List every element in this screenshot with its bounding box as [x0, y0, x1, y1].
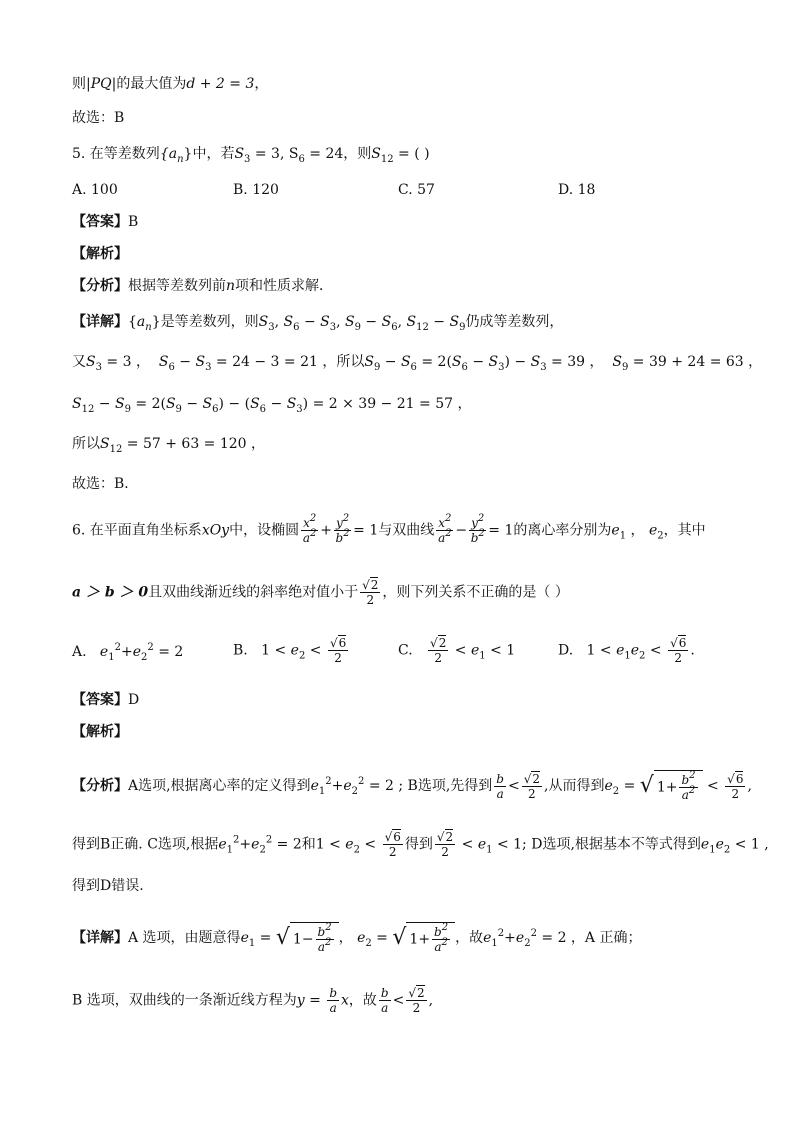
text: ，故: [455, 930, 484, 946]
answer-value: D: [128, 692, 140, 708]
xiangjie-6-line1: 【详解】A 选项，由题意得$e_1$ = √ 1− $\frac{b^2}{a^2}$ ， $e_2$ = √ 1+ $\frac{b^2}{a^2}$ ，故$e_1^2+e_2^2 = 2$ ，A 正确；: [72, 922, 642, 954]
xiangjie-6-line2: B 选项，双曲线的一条渐近线方程为y = $\frac{b}{a}$ x，故 $\frac{b}{a}$ < $\frac{√2}{2}$ ,: [72, 986, 434, 1015]
text: = 24: [304, 146, 344, 162]
text: 5. 在等差数列: [72, 146, 160, 162]
text: ; D选项,根据基本不等式得到: [522, 836, 701, 853]
text: = 1与双曲线: [353, 522, 435, 539]
line-choice: 故选：B: [72, 110, 125, 126]
answer-6: [72, 690, 139, 710]
text: 中，设椭圆: [229, 522, 300, 539]
q6-option-c: C. $\frac{√2}{2}$ < $e_1 < 1$: [398, 636, 516, 665]
q6-option-d: D. $1 < e_1e_2$ < $\frac{√6}{2}$ .: [558, 636, 695, 665]
xiangjie-5-line1: 【详解】$\{a_n\}$是等差数列，则$S_3$, $S_6 - S_3$, $S_9 - S_6$, $S_{12} - S_9$仍成等差数列，: [72, 314, 564, 333]
fenxi-6-line1: 【分析】A选项,根据离心率的定义得到$e_1^2+e_2^2 = 2$ ; B选项,先得到 $\frac{b}{a}$ < $\frac{√2}{2}$ ,从而得到$e_2$ = √ 1+ $\frac{b^2}{a^2}$ < $\frac{√6}{2}$ ,: [72, 770, 752, 802]
text: }中，若: [183, 146, 235, 162]
q5-option-a: A. 100: [72, 182, 118, 198]
xiangjie-5-line2: 又$S_3 = 3$ ， $S_6 - S_3 = 24 - 3 = 21$ ，所以$S_9 - S_6 = 2(S_6 - S_3) - S_3 = 39$ ， $S_9 = 39 + 24 = 63$ ，: [72, 354, 763, 373]
text: ，: [254, 76, 269, 92]
text: ，: [338, 930, 353, 946]
xiangjie-5-line4: 所以$S_{12} = 57 + 63 = 120$ ，: [72, 436, 266, 455]
fenxi-6-line3: 得到D错误.: [72, 878, 144, 894]
text: = 3 ，: [106, 354, 150, 370]
text: 项和性质求解．: [235, 278, 334, 294]
analysis-label-6: 【解析】: [72, 724, 128, 740]
question-5: 5. 在等差数列$\{a_n\}$中，若$S_3 = 3$, $S_6 = 24$，则$S_{12}$ = ( ): [72, 146, 430, 165]
answer-value: B: [128, 214, 139, 230]
text: 所以: [72, 436, 100, 452]
text: 得到: [404, 836, 433, 853]
fenxi-label: 【分析】: [72, 778, 128, 794]
text: = 57 + 63 = 120 ，: [126, 436, 266, 452]
q6-option-b: B. $1 < e_2$ < $\frac{√6}{2}$: [233, 636, 347, 665]
text: 是等差数列，则: [160, 314, 259, 330]
q5-option-b: B. 120: [233, 182, 279, 198]
text: ，故: [348, 992, 377, 1009]
text: 根据等差数列前: [128, 278, 226, 294]
fenxi-6-line2: 得到B正确. C选项,根据$e_1^2+e_2^2 = 2$和$1 < e_2$ < $\frac{√6}{2}$ 得到 $\frac{√2}{2}$ < $e_1 < 1$; D选项,根据基本不等式得到$e_1e_2 < 1$ ,: [72, 830, 769, 859]
text: = ( ): [393, 146, 430, 162]
text: A 选项，由题意得: [128, 930, 241, 946]
text: ,从而得到: [544, 778, 605, 794]
math: d + 2 = 3: [186, 76, 255, 92]
math: {a: [159, 146, 178, 162]
text: = 1的离心率分别为: [488, 522, 612, 539]
text: = 2 × 39 − 21 = 57 ，: [312, 396, 472, 412]
answer-5: [72, 212, 138, 232]
text: = 39 ，: [551, 354, 604, 370]
text: 的最大值为: [116, 76, 187, 92]
q6-option-a: A. $e_1^2+e_2^2 = 2$: [72, 642, 184, 663]
option-label: C.: [398, 642, 413, 659]
xiangjie-5-line3: $S_{12} - S_9 = 2(S_9 - S_6) - (S_6 - S_3) = 2 \times 39 - 21 = 57$ ，: [72, 396, 472, 415]
answer-label: 【答案】: [72, 214, 128, 230]
text: = 3, S: [250, 146, 299, 162]
xiangjie-label: 【详解】: [72, 930, 128, 946]
math-pq: |PQ|: [86, 76, 117, 92]
text: B 选项，双曲线的一条渐近线方程为: [72, 992, 297, 1009]
fenxi-label: 【分析】: [72, 278, 128, 294]
option-label: B.: [233, 642, 248, 659]
math: a ＞ b ＞ 0: [72, 584, 149, 601]
q5-option-d: D. 18: [558, 182, 596, 198]
math: n: [226, 278, 236, 294]
text: 则: [72, 76, 86, 92]
option-label: A.: [72, 644, 87, 660]
q5-option-c: C. 57: [398, 182, 435, 198]
text: ，其中: [663, 522, 706, 539]
choice-5: 故选：B．: [72, 476, 139, 492]
text: 6. 在平面直角坐标系: [72, 522, 202, 539]
analysis-label: 【解析】: [72, 246, 128, 262]
question-6-line2: a ＞ b ＞ 0且双曲线渐近线的斜率绝对值小于 $\frac{√2}{2}$ ，则下列关系不正确的是（ ）: [72, 578, 569, 607]
text: ，则: [343, 146, 372, 162]
question-6-line1: 6. 在平面直角坐标系xOy中，设椭圆 $\frac{x^2}{a^2}$ + $\frac{y^2}{b^2}$ = 1与双曲线 $\frac{x^2}{a^2}$ − $\frac{y^2}{b^2}$ = 1的离心率分别为$e_1$ ， $e_2$，其中: [72, 513, 706, 545]
line-max-value: [72, 74, 268, 94]
text: = 24 − 3 = 21 ，所以: [215, 354, 365, 370]
text: A选项,根据离心率的定义得到: [128, 778, 311, 794]
text: ，则下列关系不正确的是（ ）: [382, 584, 569, 601]
text: 又: [72, 354, 86, 370]
answer-label: 【答案】: [72, 692, 128, 708]
text: 得到B正确. C选项,根据: [72, 836, 219, 853]
text: = 2 ; B选项,先得到: [368, 778, 493, 794]
text: < 1 ,: [734, 836, 769, 853]
option-label: D.: [558, 642, 574, 659]
text: 且双曲线渐近线的斜率绝对值小于: [148, 584, 359, 601]
text: = 2 ，A 正确；: [541, 930, 642, 946]
math: xOy: [201, 522, 230, 539]
fenxi-5: [72, 276, 333, 296]
xiangjie-label: 【详解】: [72, 314, 128, 330]
text: = 39 + 24 = 63 ，: [632, 354, 763, 370]
text: = 2和: [276, 836, 316, 853]
text: 仍成等差数列，: [465, 314, 564, 330]
